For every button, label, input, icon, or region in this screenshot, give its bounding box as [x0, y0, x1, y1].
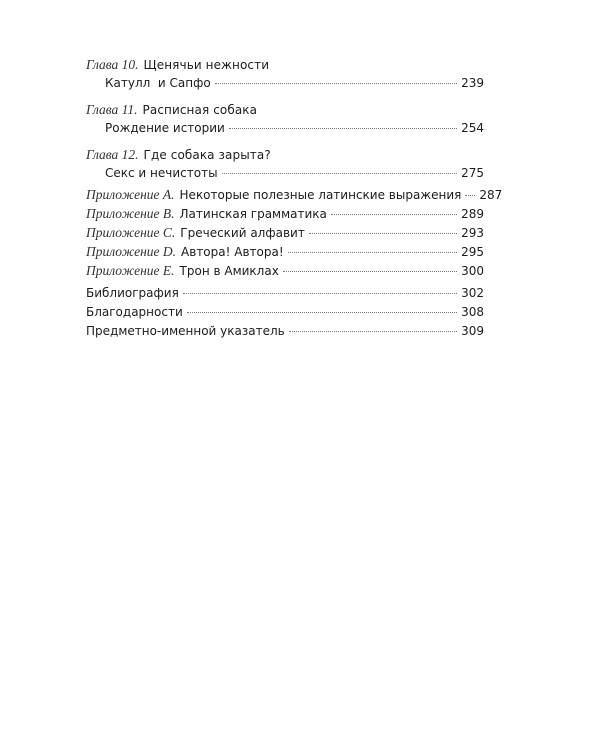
- dot-leader: [331, 214, 457, 215]
- chapter-title: Расписная собака: [142, 103, 258, 117]
- dot-leader: [283, 271, 457, 272]
- toc-entry[interactable]: [86, 185, 503, 204]
- chapter-label: Глава 10.: [86, 57, 139, 72]
- toc-entry[interactable]: [86, 119, 484, 138]
- appendix-title: Трон в Амиклах: [179, 264, 279, 278]
- appendix-label: Приложение A.: [86, 187, 175, 202]
- entry-title: Библиография: [86, 286, 179, 300]
- appendix-label: Приложение E.: [86, 263, 175, 278]
- toc-entry[interactable]: [86, 261, 484, 280]
- dot-leader: [465, 195, 475, 196]
- appendix-title: Некоторые полезные латинские выражения: [179, 188, 462, 202]
- chapter-subtitle: Катулл и Сапфо: [105, 76, 211, 90]
- appendix-title: Автора! Автора!: [181, 245, 284, 259]
- toc-entry[interactable]: [86, 303, 484, 322]
- toc-entry[interactable]: [86, 74, 484, 93]
- page-number: 289: [461, 207, 484, 221]
- chapter-title: Щенячьи нежности: [143, 58, 270, 72]
- chapter-heading: [86, 146, 484, 164]
- dot-leader: [183, 293, 457, 294]
- toc-entry[interactable]: [86, 204, 484, 223]
- dot-leader: [289, 331, 457, 332]
- page-number: 309: [461, 324, 484, 338]
- toc-entry[interactable]: [86, 284, 484, 303]
- chapter-heading: [86, 56, 484, 74]
- page-number: 275: [461, 166, 484, 180]
- toc-chapter-10: [86, 56, 484, 93]
- chapter-title: Где собака зарыта?: [143, 148, 271, 162]
- page-number: 287: [479, 188, 503, 202]
- table-of-contents: [86, 56, 503, 341]
- appendix-label: Приложение D.: [86, 244, 177, 259]
- dot-leader: [215, 83, 457, 84]
- toc-entry[interactable]: [86, 322, 484, 341]
- chapter-subtitle: Секс и нечистоты: [105, 166, 218, 180]
- entry-title: Предметно-именной указатель: [86, 324, 285, 338]
- dot-leader: [187, 312, 457, 313]
- page-number: 302: [461, 286, 484, 300]
- toc-entry[interactable]: [86, 242, 484, 261]
- toc-chapter-12: [86, 146, 484, 183]
- appendix-title: Латинская грамматика: [179, 207, 327, 221]
- toc-chapter-11: [86, 101, 484, 138]
- dot-leader: [309, 233, 457, 234]
- appendix-label: Приложение C.: [86, 225, 176, 240]
- toc-appendices: [86, 185, 503, 280]
- chapter-label: Глава 11.: [86, 102, 138, 117]
- dot-leader: [222, 173, 458, 174]
- chapter-label: Глава 12.: [86, 147, 139, 162]
- dot-leader: [229, 128, 457, 129]
- page-number: 239: [461, 76, 484, 90]
- appendix-label: Приложение B.: [86, 206, 175, 221]
- page-number: 254: [461, 121, 484, 135]
- appendix-title: Греческий алфавит: [180, 226, 305, 240]
- toc-back-matter: [86, 284, 484, 341]
- page-number: 295: [461, 245, 484, 259]
- page-number: 300: [461, 264, 484, 278]
- page-number: 308: [461, 305, 484, 319]
- page-number: 293: [461, 226, 484, 240]
- dot-leader: [288, 252, 457, 253]
- entry-title: Благодарности: [86, 305, 183, 319]
- chapter-heading: [86, 101, 484, 119]
- chapter-subtitle: Рождение истории: [105, 121, 225, 135]
- toc-entry[interactable]: [86, 164, 484, 183]
- toc-entry[interactable]: [86, 223, 484, 242]
